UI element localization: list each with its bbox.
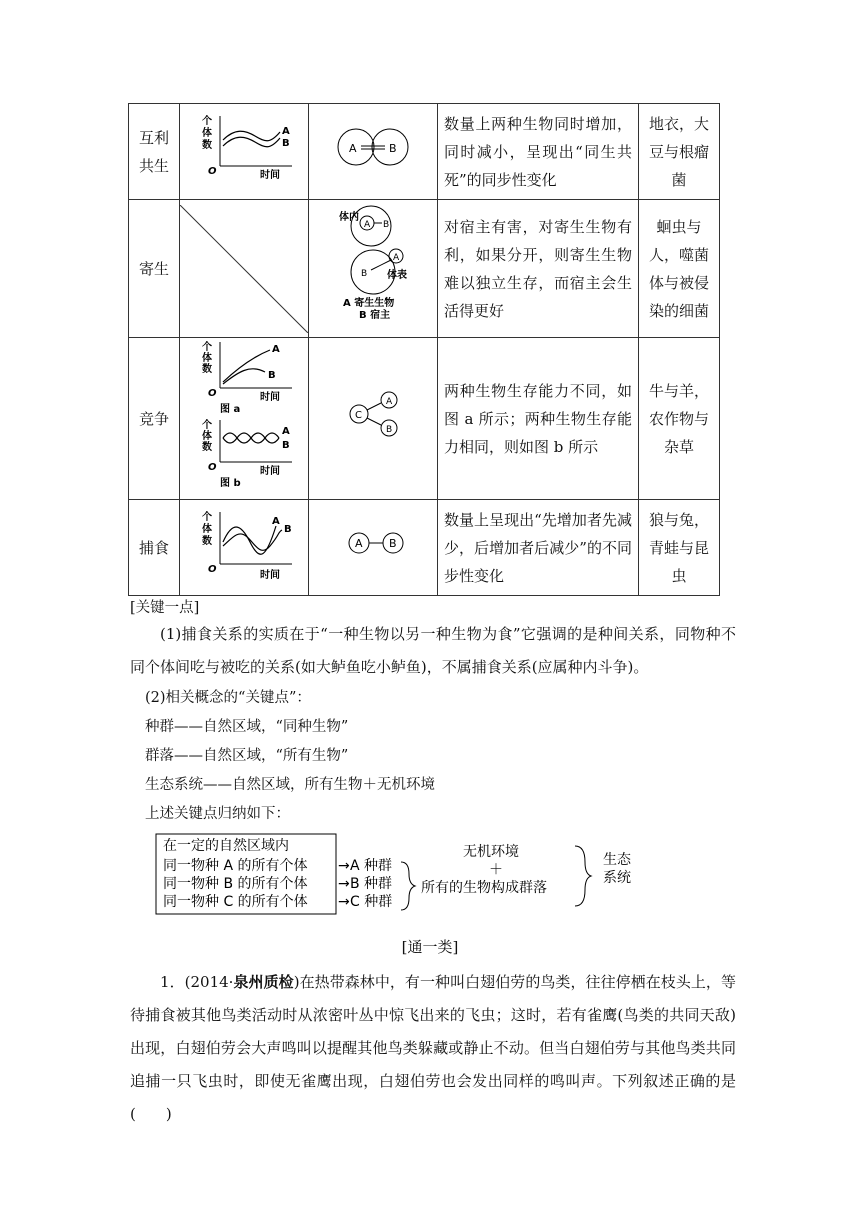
key-point-heading: [关键一点] (130, 600, 200, 616)
competition-curves (180, 338, 308, 490)
node-label: A (364, 220, 371, 230)
series-label: B (268, 370, 276, 381)
table-row (129, 200, 720, 338)
node-label: A (393, 253, 400, 263)
position-label: 体内 (339, 212, 359, 223)
svg-text:个: 个 (202, 342, 212, 353)
predation-diagram (309, 500, 437, 586)
question-number: 1．(2014· (160, 973, 234, 991)
mutualism-diagram (309, 104, 437, 190)
arrow-line (367, 403, 381, 410)
axis-label: 时间 (260, 466, 280, 477)
population-label: A 种群 (350, 858, 393, 874)
node-label: B (361, 269, 368, 279)
relation-diagram (309, 200, 438, 338)
series-label: B (282, 138, 290, 149)
series-label: A (282, 426, 290, 437)
parasitism-diagram (309, 200, 437, 328)
svg-text:数: 数 (202, 442, 212, 453)
arrow-line (371, 260, 391, 270)
series-label: A (272, 344, 280, 355)
brace-icon (401, 862, 415, 910)
origin-label: O (208, 388, 217, 399)
table-row (129, 104, 720, 200)
node-label: C (355, 410, 362, 421)
competition-diagram (309, 338, 437, 490)
origin-label: O (208, 564, 217, 575)
population-curve (180, 104, 309, 200)
curve-b (223, 433, 279, 443)
svg-text:体: 体 (202, 431, 212, 442)
node-label: B (386, 425, 393, 435)
empty-cell-diagonal (180, 205, 308, 333)
key-point-line: (2)相关概念的“关键点”： (145, 690, 311, 706)
node-label: B (389, 142, 397, 155)
axis-label: 时间 (260, 170, 280, 181)
ecosystem-label: 生态 (603, 852, 631, 868)
relation-description: 数量上呈现出“先增加者先减少，后增加者后减少”的不同步性变化 (438, 500, 639, 596)
population-curve (180, 200, 309, 338)
mutualism-curve (180, 104, 308, 190)
relation-name: 竞争 (129, 338, 180, 500)
relation-name: 寄生 (129, 200, 180, 338)
series-label: A (282, 126, 290, 137)
question-text (130, 966, 736, 1131)
relation-example: 地衣，大豆与根瘤菌 (639, 104, 720, 200)
box-title: 在一定的自然区域内 (163, 838, 289, 854)
plus-sign: ＋ (489, 862, 503, 878)
axis-label: 体 (202, 128, 212, 139)
relation-example: 牛与羊，农作物与杂草 (639, 338, 720, 500)
key-point-line: 种群——自然区域，“同种生物” (145, 719, 349, 735)
node-label: B (389, 537, 397, 550)
curve-b (223, 137, 280, 147)
legend-label: B 宿主 (359, 310, 391, 321)
relation-description: 对宿主有害，对寄生生物有利，如果分开，则寄生生物难以独立生存，而宿主会生活得更好 (438, 200, 639, 338)
brace-icon (575, 846, 591, 906)
relation-diagram (309, 104, 438, 200)
node-label: A (386, 397, 393, 407)
population-curve (180, 500, 309, 596)
svg-text:个: 个 (202, 512, 212, 523)
axis-label: 数 (202, 140, 212, 151)
svg-text:体: 体 (202, 524, 212, 535)
figure-caption: 图 a (220, 404, 241, 415)
box-row: 同一物种 B 的所有个体 (163, 876, 308, 892)
node-label: B (383, 220, 390, 230)
relation-description: 两种生物生存能力不同，如图 a 所示；两种生物生存能力相同，则如图 b 所示 (438, 338, 639, 500)
question-source: 泉州质检 (233, 973, 294, 991)
table-row (129, 338, 720, 500)
arrow-icon: → (338, 876, 350, 892)
question-body: )在热带森林中，有一种叫白翅伯劳的鸟类，往往停栖在枝头上，等待捕食被其他鸟类活动时从浓密叶丛中惊飞出来的飞虫；这时，若有雀鹰(鸟类的共同天敌)出现，白翅伯劳会大声鸣叫以提醒其他鸟类躲藏或静止不动。但当白翅伯劳与其他鸟类共同追捕一只飞虫时，即使无雀鹰出现，白翅伯劳也会发出同样的鸣叫声。下列叙述正确的是( ) (130, 973, 736, 1123)
arrow-icon: → (338, 858, 350, 874)
relation-example: 蛔虫与人，噬菌体与被侵染的细菌 (639, 200, 720, 338)
relation-name-line: 共生 (138, 156, 169, 175)
relation-diagram (309, 500, 438, 596)
series-label: B (282, 440, 290, 451)
community-label: 所有的生物构成群落 (421, 880, 547, 896)
population-label: B 种群 (350, 876, 393, 892)
origin-label: O (208, 166, 217, 177)
position-label: 体表 (387, 270, 407, 281)
svg-text:数: 数 (202, 536, 212, 547)
key-point-line: 生态系统——自然区域，所有生物＋无机环境 (145, 777, 435, 793)
series-label: B (284, 524, 292, 535)
node-label: A (349, 142, 357, 155)
key-point-line: 群落——自然区域，“所有生物” (145, 748, 349, 764)
arrow-line (367, 418, 381, 425)
box-row: 同一物种 A 的所有个体 (163, 858, 308, 874)
relation-name: 捕食 (129, 500, 180, 596)
concept-summary-diagram (155, 832, 645, 918)
axis-label: 时间 (260, 392, 280, 403)
section-heading: [通一类] (401, 938, 459, 956)
ecosystem-label: 系统 (603, 870, 631, 886)
legend-label: A 寄生生物 (343, 298, 395, 309)
relation-name-line: 互利 (138, 128, 169, 147)
svg-text:个: 个 (202, 420, 212, 431)
environment-label: 无机环境 (463, 844, 519, 860)
relation-description: 数量上两种生物同时增加，同时减小，呈现出“同生共死”的同步性变化 (438, 104, 639, 200)
svg-text:数: 数 (202, 364, 212, 375)
relation-name (129, 104, 180, 200)
key-point-paragraph: (1)捕食关系的实质在于“一种生物以另一种生物为食”它强调的是种间关系，同物种不同个体间吃与被吃的关系(如大鲈鱼吃小鲈鱼)，不属捕食关系(应属种内斗争)。 (130, 625, 736, 676)
axis-label: 时间 (260, 570, 280, 581)
axis-label: 个 (202, 116, 212, 127)
table-row (129, 500, 720, 596)
figure-caption: 图 b (220, 478, 241, 489)
relation-diagram (309, 338, 438, 500)
curve-a (223, 350, 270, 382)
relation-example: 狼与兔，青蛙与昆虫 (639, 500, 720, 596)
arrow-icon: → (338, 894, 350, 910)
series-label: A (272, 516, 280, 527)
predation-curve (180, 500, 308, 586)
population-label: C 种群 (350, 894, 393, 910)
origin-label: O (208, 462, 217, 473)
relationship-table (128, 103, 720, 596)
svg-text:体: 体 (202, 353, 212, 364)
node-label: A (355, 537, 363, 550)
population-curve (180, 338, 309, 500)
key-point-line: 上述关键点归纳如下： (145, 806, 290, 822)
box-row: 同一物种 C 的所有个体 (163, 894, 308, 910)
